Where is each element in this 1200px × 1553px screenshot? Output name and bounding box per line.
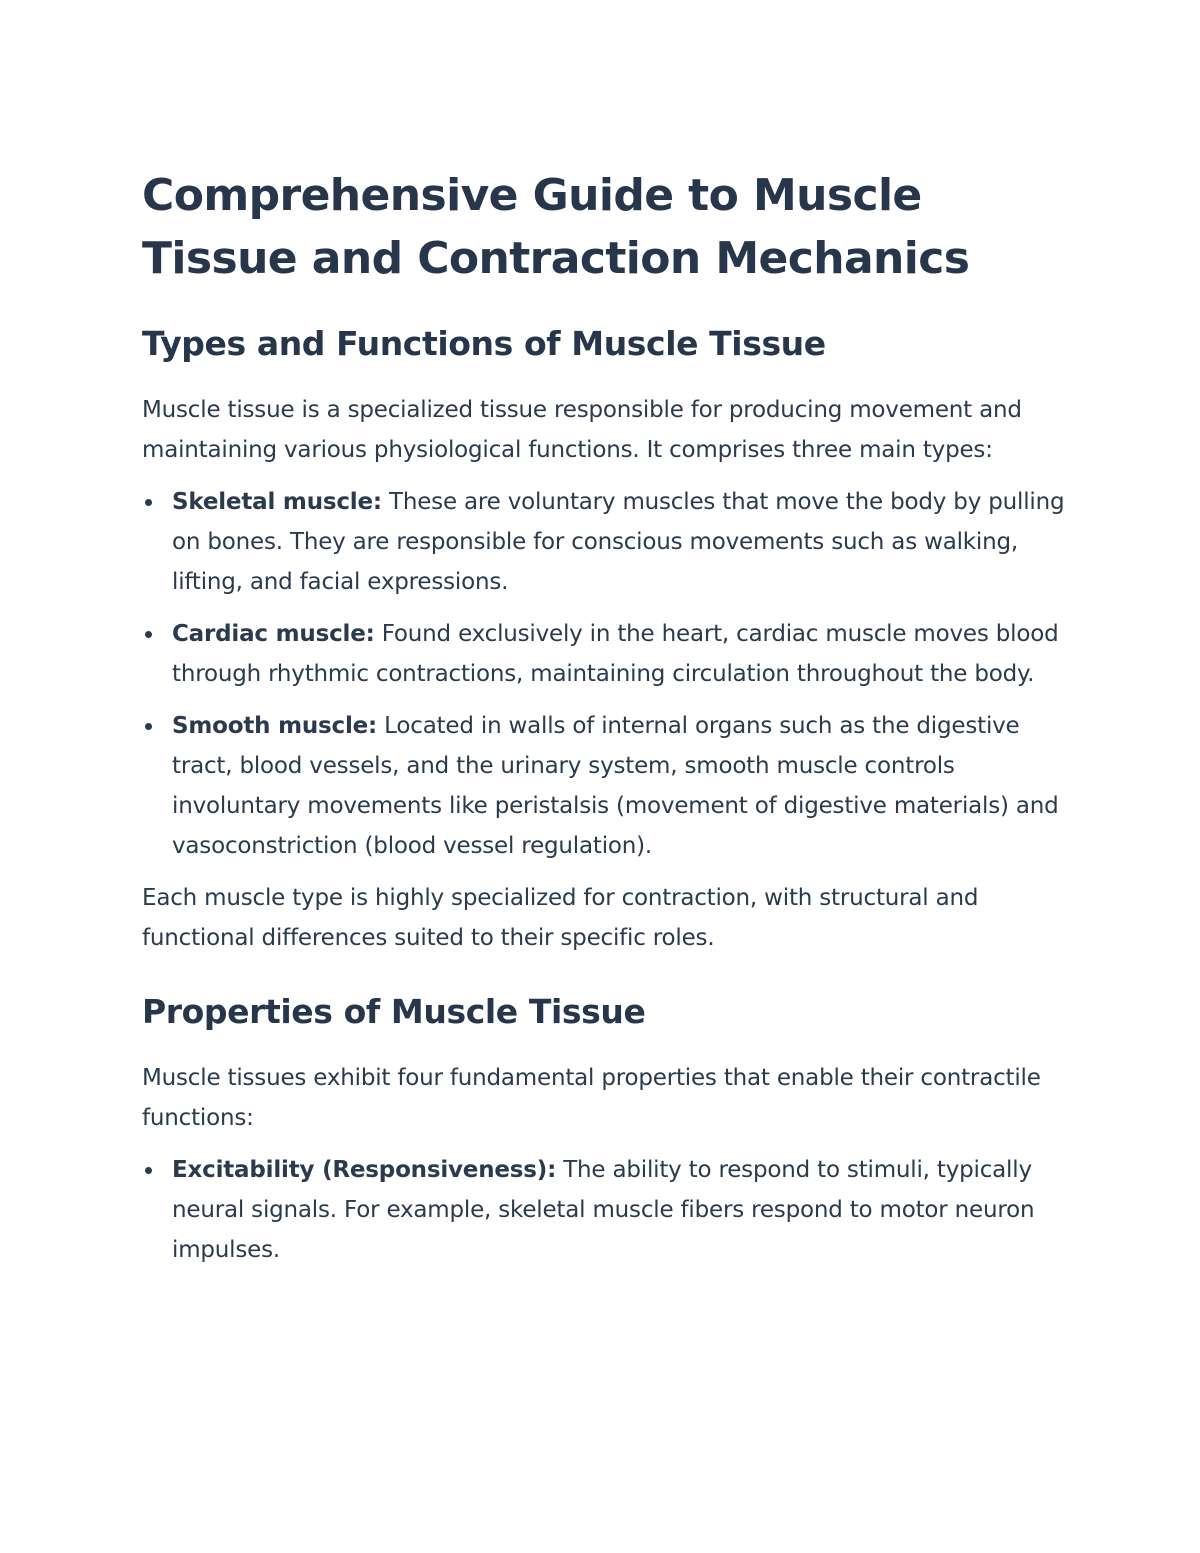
list-item-term: Smooth muscle: (172, 713, 378, 739)
list-item (142, 614, 1067, 694)
list-item (142, 1150, 1067, 1270)
document-page (142, 164, 1067, 1282)
bullet-icon (145, 1167, 152, 1174)
section-intro-properties: Muscle tissues exhibit four fundamental properties that enable their contractile functions: (142, 1065, 1041, 1131)
list-item-text: The ability to respond to stimuli, typically neural signals. For example, skeletal muscle fibers respond to motor neuron impulses. (172, 1157, 1035, 1263)
list-item-text: Found exclusively in the heart, cardiac muscle moves blood through rhythmic contractions, maintaining circulation throughout the body. (172, 621, 1059, 687)
bullet-icon (145, 723, 152, 730)
bullet-icon (145, 631, 152, 638)
document-title: Comprehensive Guide to Muscle Tissue and Contraction Mechanics (142, 170, 970, 284)
list-item (142, 706, 1067, 866)
section-heading-types: Types and Functions of Muscle Tissue (142, 324, 826, 363)
section-intro-types: Muscle tissue is a specialized tissue responsible for producing movement and maintaining various physiological functions. It comprises three main types: (142, 397, 1022, 463)
muscle-types-list (142, 482, 1067, 866)
list-item-term: Cardiac muscle: (172, 621, 375, 647)
list-item-term: Excitability (Responsiveness): (172, 1157, 557, 1183)
list-item (142, 482, 1067, 602)
list-item-text: Located in walls of internal organs such as the digestive tract, blood vessels, and the urinary system, smooth muscle controls involuntary movements like peristalsis (movement of digestive materials) and vasoconstriction (blood vessel regulation). (172, 713, 1059, 859)
list-item-term: Skeletal muscle: (172, 489, 382, 515)
list-item-text: These are voluntary muscles that move the body by pulling on bones. They are responsible for conscious movements such as walking, lifting, and facial expressions. (172, 489, 1065, 595)
bullet-icon (145, 499, 152, 506)
section-heading-properties: Properties of Muscle Tissue (142, 992, 646, 1031)
properties-list (142, 1150, 1067, 1270)
section-outro-types: Each muscle type is highly specialized for contraction, with structural and functional differences suited to their specific roles. (142, 885, 979, 951)
